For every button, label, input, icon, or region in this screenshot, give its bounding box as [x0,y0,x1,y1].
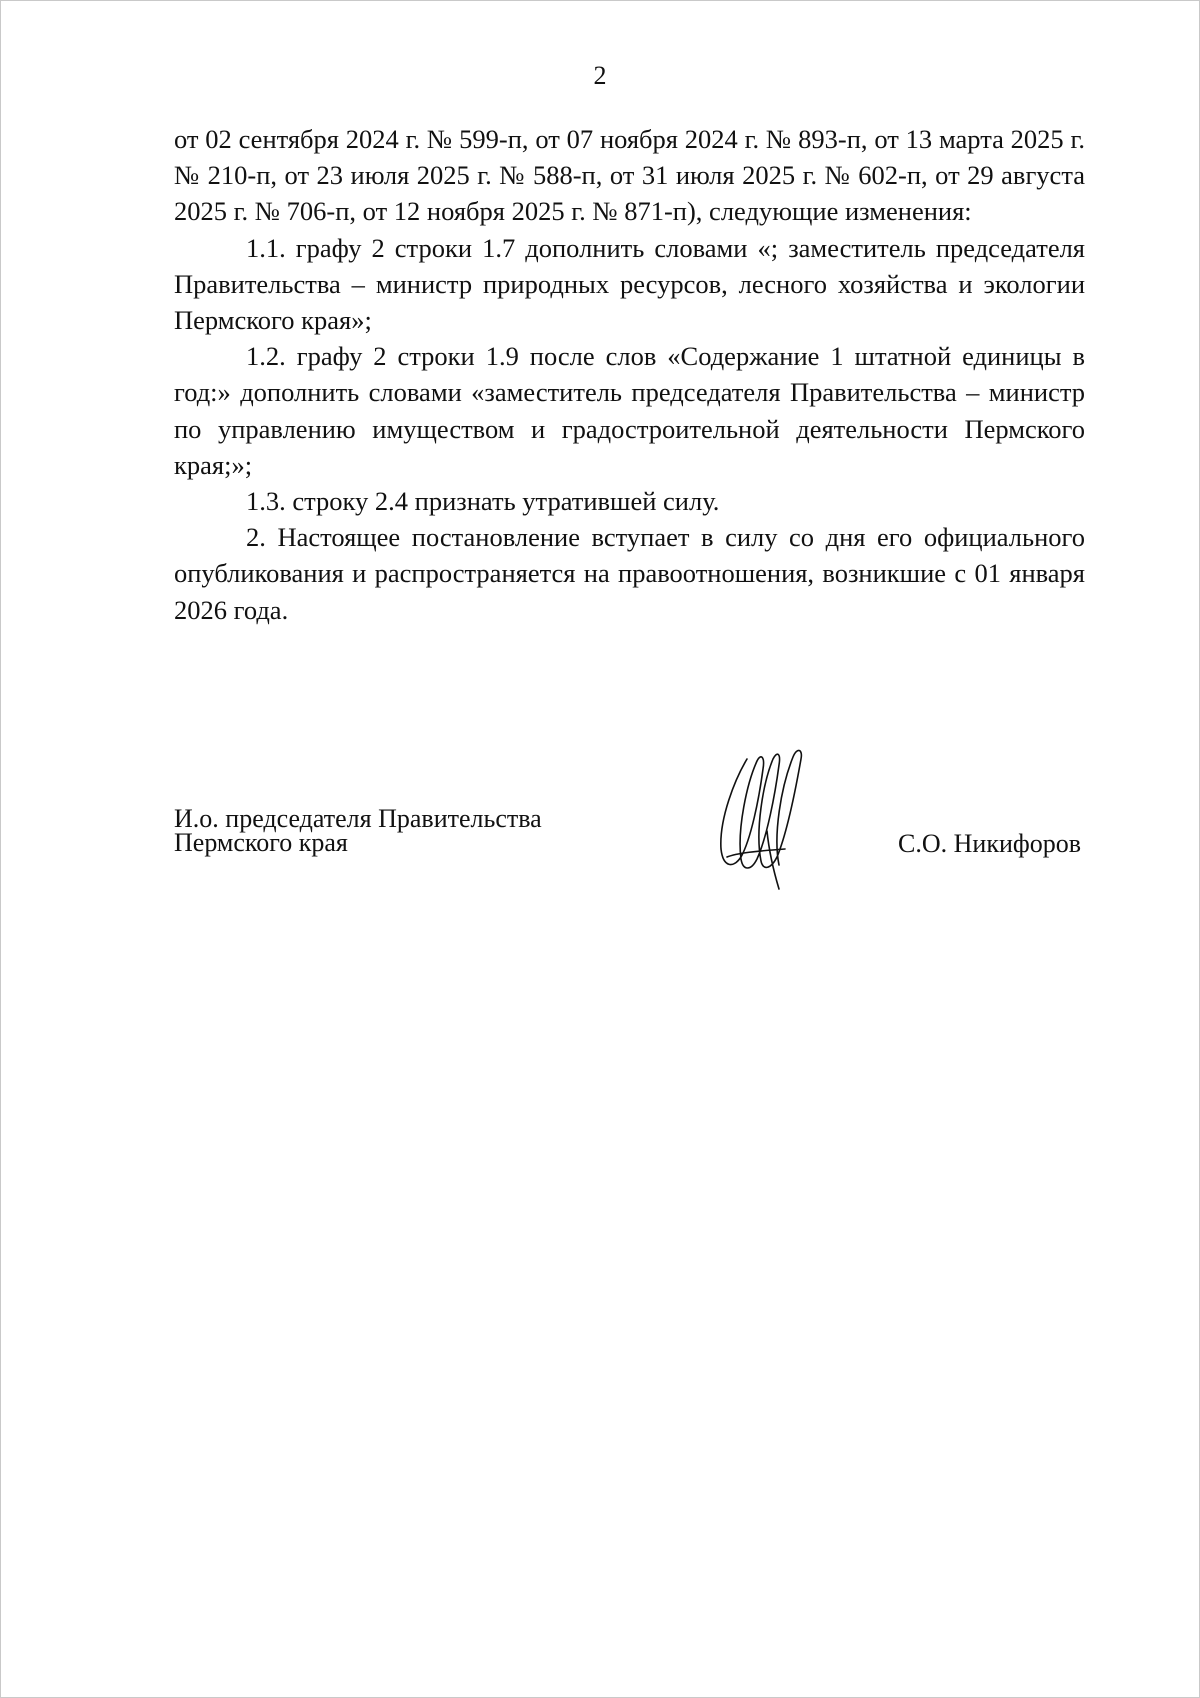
signatory-title-line-1: И.о. председателя Правительства [174,804,542,833]
paragraph-item-1-3: 1.3. строку 2.4 признать утратившей силу. [246,486,720,517]
paragraph-item-1-2: 1.2. графу 2 строки 1.9 после слов «Содержание 1 штатной единицы в год:» дополнить словами «заместитель председателя Правительства – министр по управлению имуществом и градостроительной деятельности Пермского края;»; [174,341,1085,480]
paragraph-item-1-1: 1.1. графу 2 строки 1.7 дополнить словами «; заместитель председателя Правительства – министр природных ресурсов, лесного хозяйства и экологии Пермского края»; [174,232,1085,336]
signatory-title [174,804,542,857]
handwritten-signature-icon [707,739,817,891]
page-number: 2 [593,61,607,90]
signatory-title-line-2: Пермского края [174,828,348,857]
document-body [174,121,1085,628]
signatory-name: С.О. Никифоров [898,829,1081,858]
paragraph-item-2: 2. Настоящее постановление вступает в силу со дня его официального опубликования и распространяется на правоотношения, возникшие с 01 января 2026 года. [174,522,1085,625]
paragraph-continuation: от 02 сентября 2024 г. № 599-п, от 07 ноября 2024 г. № 893-п, от 13 марта 2025 г. № 210-п, от 23 июля 2025 г. № 588-п, от 31 июля 2025 г. № 602-п, от 29 августа 2025 г. № 706-п, от 12 ноября 2025 г. № 871-п), следующие изменения: [174,124,1085,227]
